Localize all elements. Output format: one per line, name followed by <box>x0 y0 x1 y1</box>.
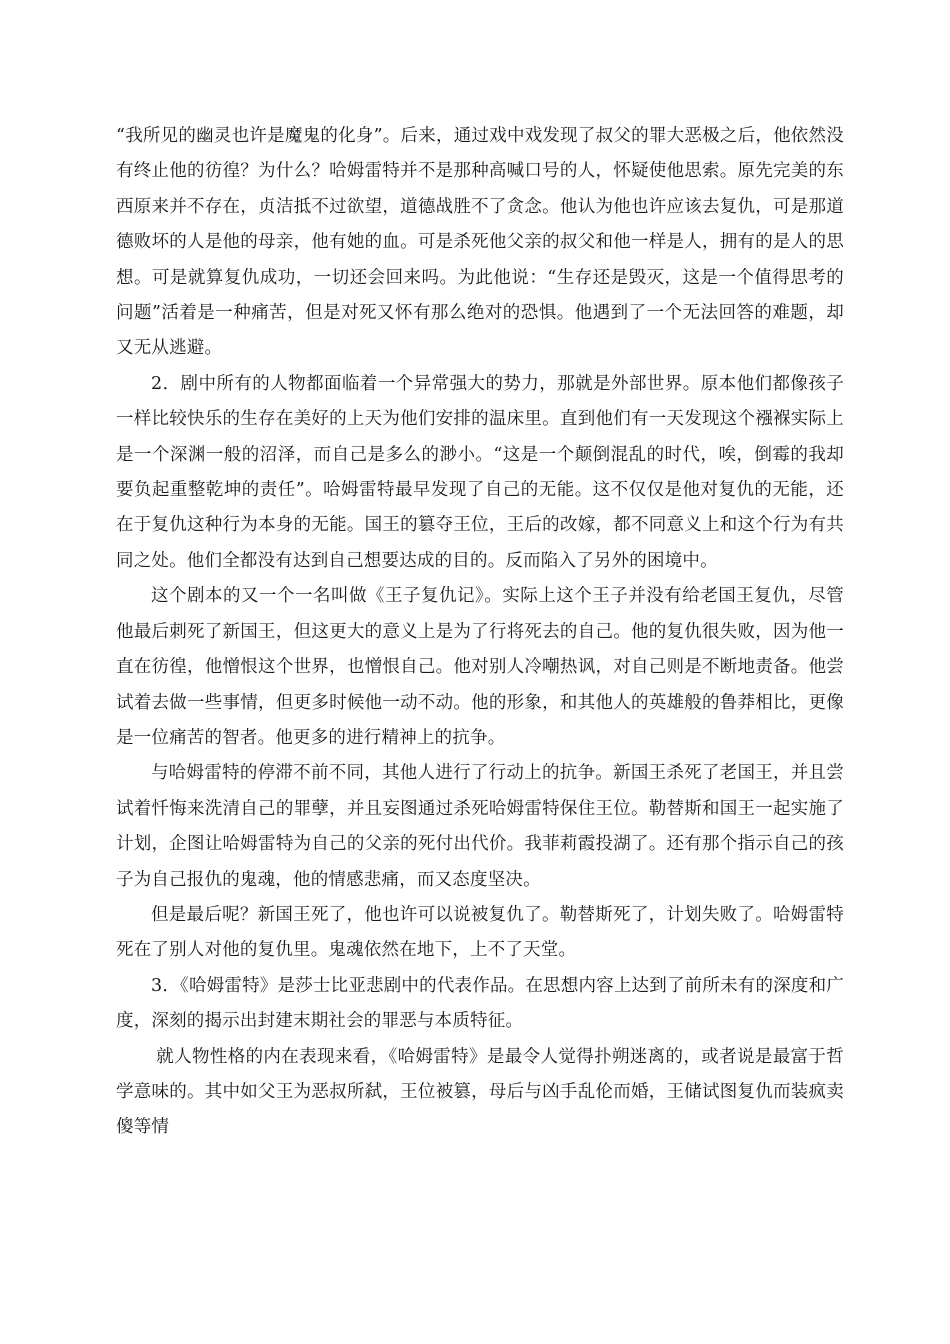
paragraph-1: “我所见的幽灵也许是魔鬼的化身”。后来，通过戏中戏发现了叔父的罪大恶极之后，他依然没有终止他的彷徨？为什么？哈姆雷特并不是那种高喊口号的人，怀疑使他思索。原先完美的东西原来并不存在，贞洁抵不过欲望，道德战胜不了贪念。他认为他也许应该去复仇，可是那道德败坏的人是他的母亲，他有她的血。可是杀死他父亲的叔父和他一样是人，拥有的是人的思想。可是就算复仇成功，一切还会回来吗。为此他说：“生存还是毁灭，这是一个值得思考的问题”活着是一种痛苦，但是对死又怀有那么绝对的恐惧。他遇到了一个无法回答的难题，却又无从逃避。 <box>116 126 844 359</box>
paragraph-2: 2．剧中所有的人物都面临着一个异常强大的势力，那就是外部世界。原本他们都像孩子一样比较快乐的生存在美好的上天为他们安排的温床里。直到他们有一天发现这个襁褓实际上是一个深渊一般的沼泽，而自己是多么的渺小。“这是一个颠倒混乱的时代，唉，倒霉的我却要负起重整乾坤的责任”。哈姆雷特最早发现了自己的无能。这不仅仅是他对复仇的无能，还在于复仇这种行为本身的无能。国王的篡夺王位，王后的改嫁，都不同意义上和这个行为有共同之处。他们全都没有达到自己想要达成的目的。反而陷入了另外的困境中。 <box>116 373 844 571</box>
paragraph-4: 与哈姆雷特的停滞不前不同，其他人进行了行动上的抗争。新国王杀死了老国王，并且尝试着忏悔来洗清自己的罪孽，并且妄图通过杀死哈姆雷特保住王位。勒替斯和国王一起实施了计划，企图让哈姆雷特为自己的父亲的死付出代价。我菲莉霞投湖了。还有那个指示自己的孩子为自己报仇的鬼魂，他的情感悲痛，而又态度坚决。 <box>116 763 844 890</box>
document-body <box>116 119 844 1146</box>
paragraph-3: 这个剧本的又一个一名叫做《王子复仇记》。实际上这个王子并没有给老国王复仇，尽管他最后刺死了新国王，但这更大的意义上是为了行将死去的自己。他的复仇很失败，因为他一直在彷徨，他憎恨这个世界，也憎恨自己。他对别人冷嘲热讽，对自己则是不断地责备。他尝试着去做一些事情，但更多时候他一动不动。他的形象，和其他人的英雄般的鲁莽相比，更像是一位痛苦的智者。他更多的进行精神上的抗争。 <box>116 586 844 748</box>
paragraph-6: 3．《哈姆雷特》是莎士比亚悲剧中的代表作品。在思想内容上达到了前所未有的深度和广度，深刻的揭示出封建末期社会的罪恶与本质特征。 <box>116 975 844 1032</box>
paragraph-5: 但是最后呢？新国王死了，他也许可以说被复仇了。勒替斯死了，计划失败了。哈姆雷特死在了别人对他的复仇里。鬼魂依然在地下，上不了天堂。 <box>116 904 844 961</box>
paragraph-7: 就人物性格的内在表现来看，《哈姆雷特》是最令人觉得扑朔迷离的，或者说是最富于哲学意味的。其中如父王为恶叔所弑，王位被篡，母后与凶手乱伦而婚，王储试图复仇而装疯卖傻等情 <box>116 1046 844 1138</box>
